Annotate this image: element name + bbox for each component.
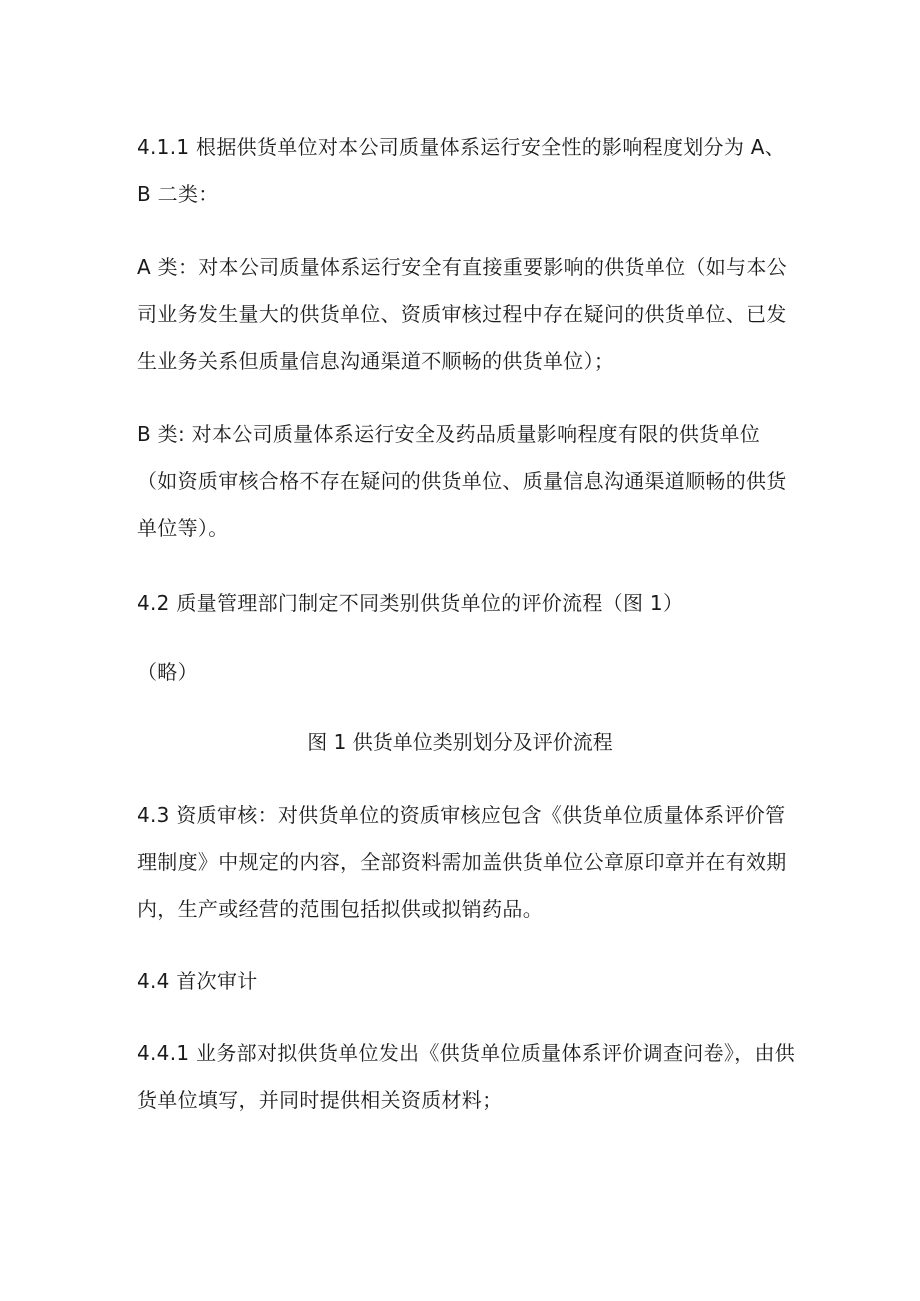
paragraph-class-a: A 类：对本公司质量体系运行安全有直接重要影响的供货单位（如与本公司业务发生量大的供货单位、资质审核过程中存在疑问的供货单位、已发生业务关系但质量信息沟通渠道不顺畅的供货单位）； (137, 255, 787, 373)
paragraph-class-b: B 类: 对本公司质量体系运行安全及药品质量影响程度有限的供货单位（如资质审核合格不存在疑问的供货单位、质量信息沟通渠道顺畅的供货单位等）。 (137, 422, 787, 540)
paragraph-4-4: 4.4 首次审计 (137, 969, 258, 993)
paragraph-4-4-1: 4.4.1 业务部对拟供货单位发出《供货单位质量体系评价调查问卷》，由供货单位填写，并同时提供相关资质材料； (137, 1041, 796, 1112)
paragraph-4-2: 4.2 质量管理部门制定不同类别供货单位的评价流程（图 1） (137, 591, 684, 615)
paragraph-4-3: 4.3 资质审核：对供货单位的资质审核应包含《供货单位质量体系评价管理制度》中规定的内容，全部资料需加盖供货单位公章原印章并在有效期内，生产或经营的范围包括拟供或拟销药品。 (137, 803, 787, 921)
paragraph-omitted: （略） (137, 660, 198, 684)
figure-caption: 图 1 供货单位类别划分及评价流程 (307, 730, 613, 754)
paragraph-4-1-1: 4.1.1 根据供货单位对本公司质量体系运行安全性的影响程度划分为 A、B 二类： (137, 135, 786, 206)
